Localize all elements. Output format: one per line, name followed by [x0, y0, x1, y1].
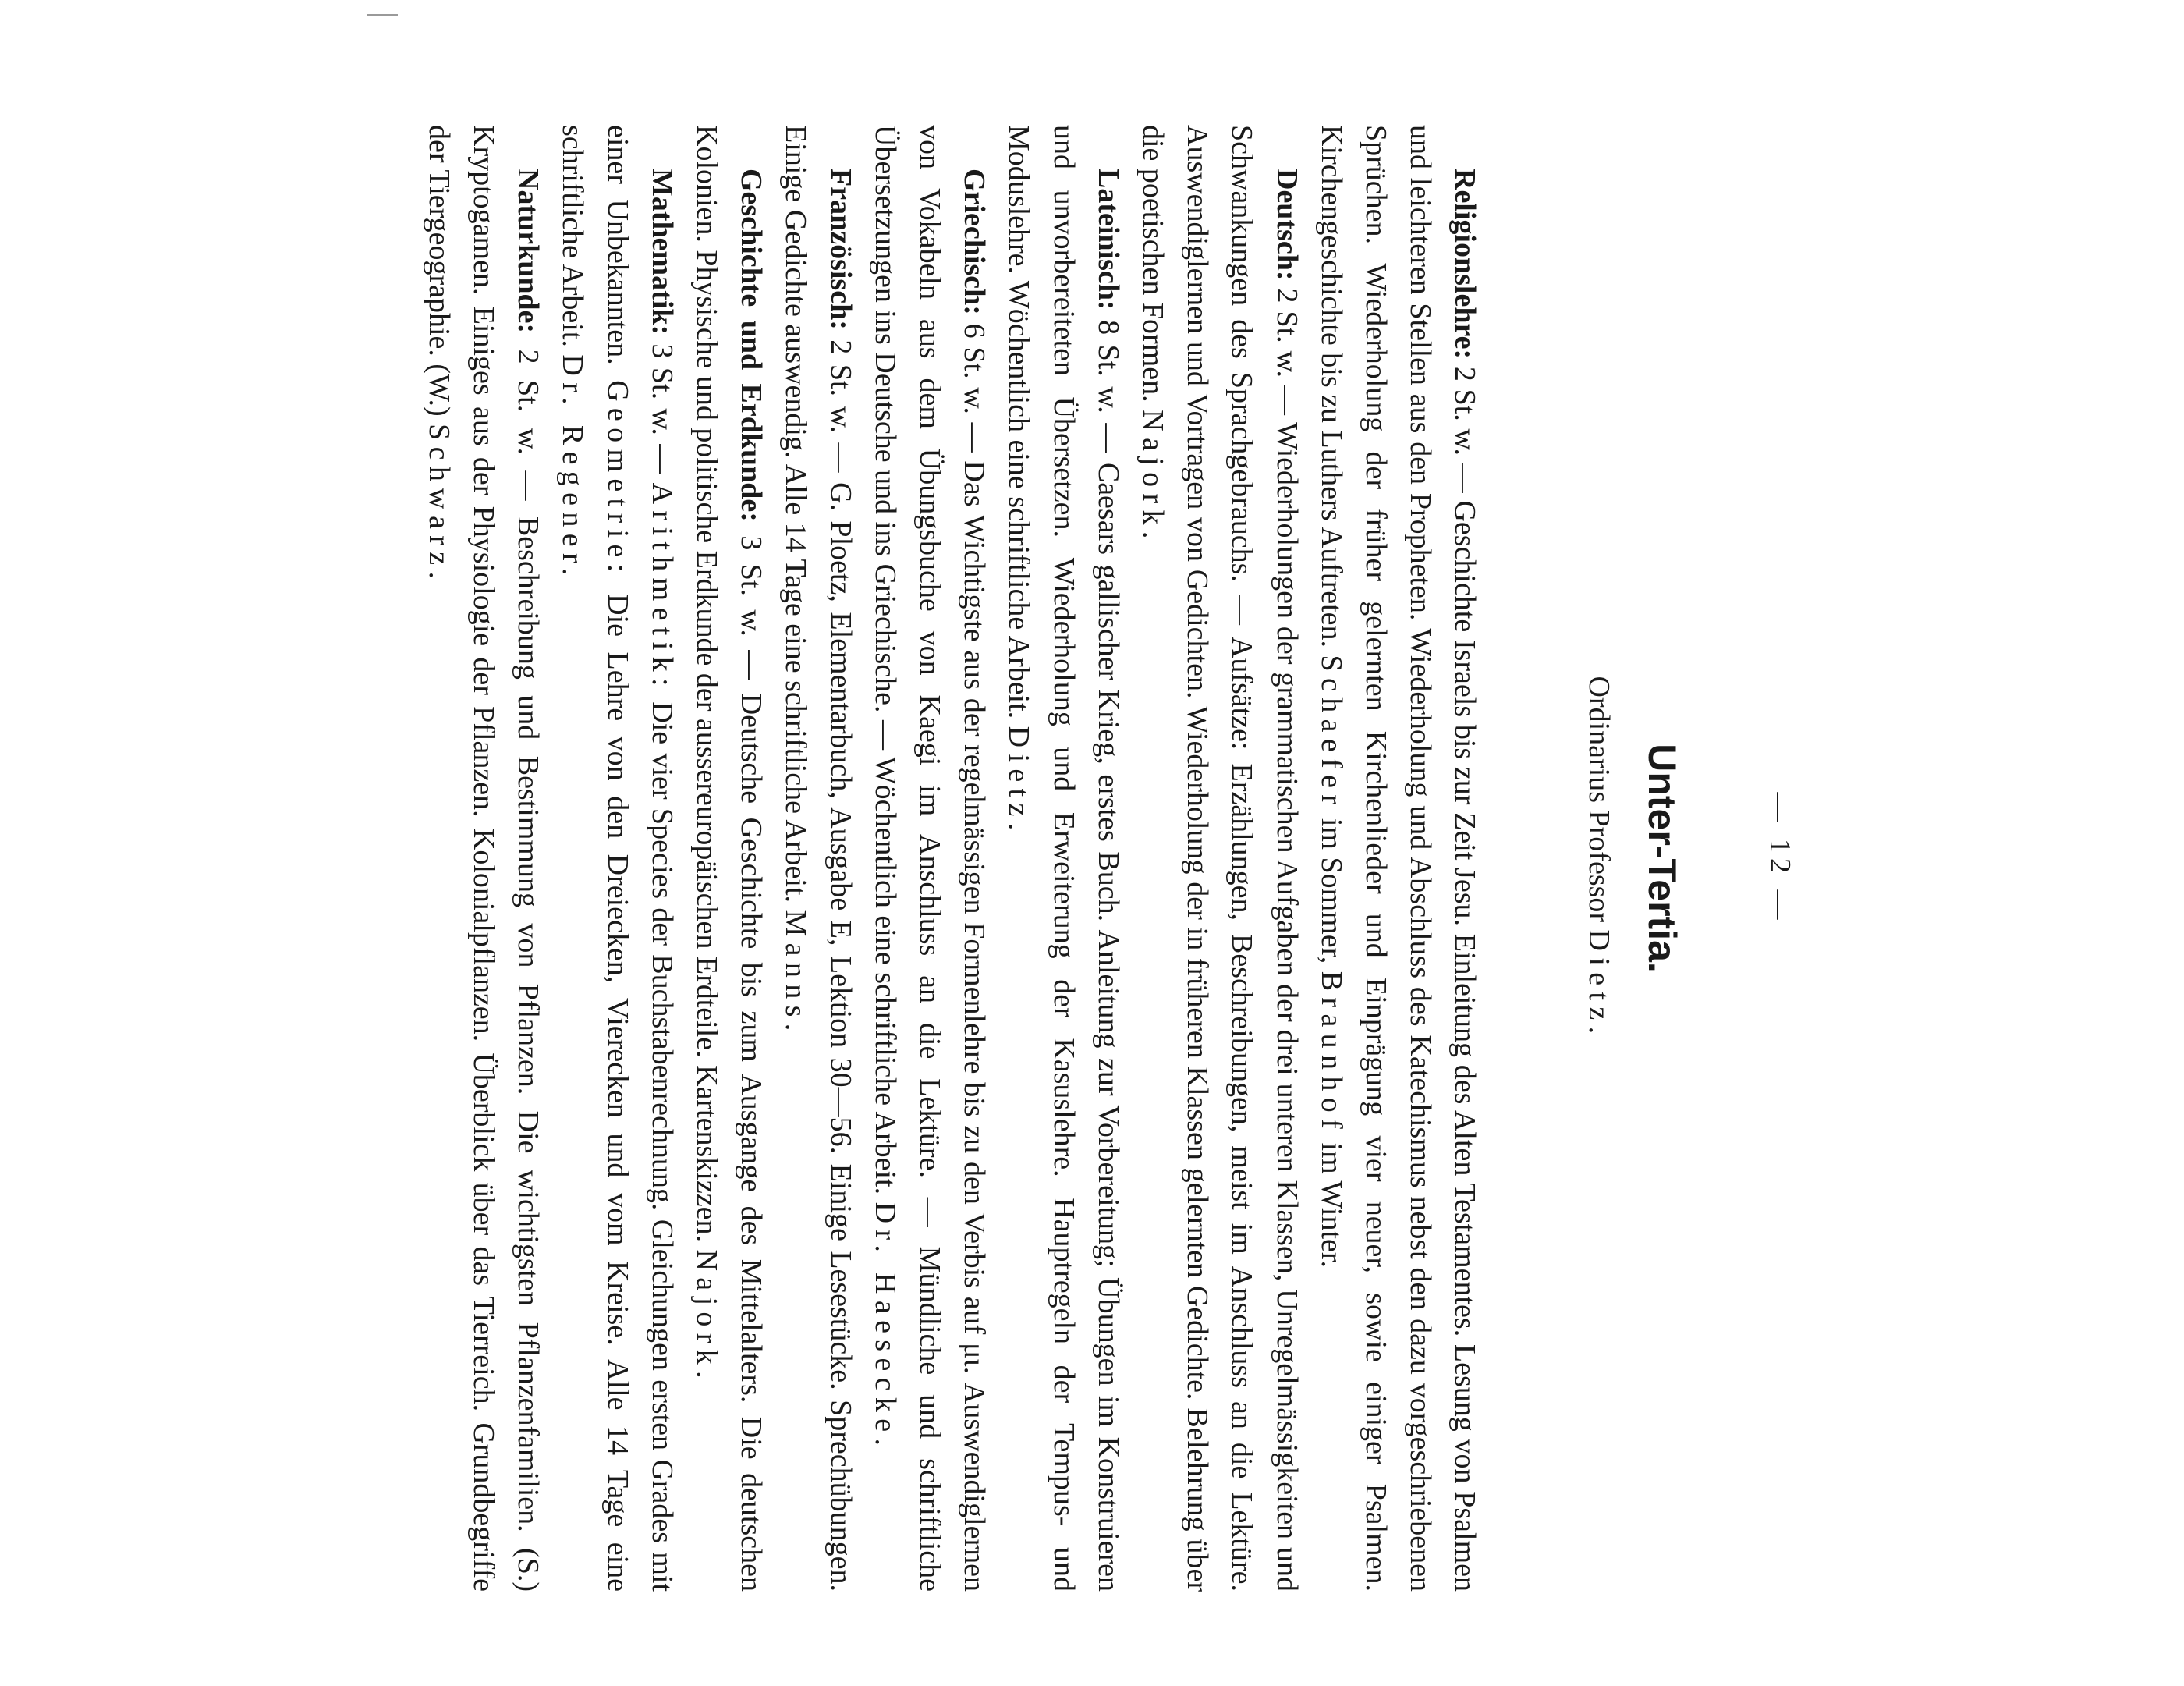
teacher-name: Schaefer [1314, 655, 1348, 811]
subject-text: Die vier Species der Buchstabenrechnung. Gleichungen ersten Grades mit einer Unbekannten. [601, 125, 679, 1592]
subject-name: Naturkunde: [512, 169, 545, 334]
page-number: — 12 — [1764, 792, 1796, 925]
subject-text: im Winter. [1314, 1142, 1348, 1268]
teacher-name: Schwarz. [422, 424, 456, 586]
teacher-name: Braunhof [1314, 971, 1348, 1136]
subject-religionslehre [1309, 125, 1487, 1592]
subject-text: 2 St. w. — Beschreibung und Bestimmung von Pflanzen. Die wichtigsten Pflanzenfamilien. (S.) Kryptogamen. Einiges aus der Physiologie der Pflanzen. Kolonialpflanzen. Überblick über das Tierreich. Grundbegriffe der Tiergeographie. (W.) [422, 125, 545, 1592]
subject-naturkunde [417, 125, 551, 1592]
rotated-document-page [156, 125, 1802, 1592]
subject-name: Deutsch: [1270, 169, 1303, 281]
subject-text: 2 St. w. — Geschichte Israels bis zur Zeit Jesu. Einleitung des Alten Testamentes. Lesung von Psalmen und leichteren Stellen aus den Propheten. Wiederholung und Abschluss des Katechismus nebst den dazu vorgeschriebenen Sprüchen. Wiederholung der früher gelernten Kirchenlieder und Einprägung vier neuer, sowie einiger Psalmen. Kirchengeschichte bis zu Luthers Auftreten. [1314, 125, 1482, 1592]
teacher-name: Dietz. [1002, 726, 1036, 837]
subject-name: Lateinisch: [1091, 169, 1125, 311]
subject-franzoesisch [773, 125, 862, 1592]
subject-deutsch [1130, 125, 1309, 1592]
subject-text: 8 St. w. — Caesars gallischer Krieg, erstes Buch. Anleitung zur Vorbereitung; Übungen im Konstruieren und unvorbereiteten Übersetzen. Wiederholung und Erweiterung der Kasuslehre. Hauptregeln der Tempus- und Moduslehre. Wöchentlich eine schriftliche Arbeit. [1002, 125, 1125, 1592]
subject-text: 6 St. w. — Das Wichtigste aus der regelmässigen Formenlehre bis zu den Verbis auf μι. Auswendiglernen von Vokabeln aus dem Übungsbuche von Kaegi im Anschluss an die Lektüre. — Mündliche und schriftliche Übersetzungen ins Deutsche und ins Griechische. — Wöchentlich eine schriftliche Arbeit. [868, 125, 991, 1592]
subject-text: 3 St. w. — [645, 343, 679, 474]
subject-text: Die Lehre von den Dreiecken, Vierecken und vom Kreise. Alle 14 Tage eine schriftliche Arbeit. [556, 125, 634, 1592]
teacher-name: Najork. [1136, 410, 1170, 545]
subject-name: Geschichte und Erdkunde: [735, 169, 768, 522]
subject-griechisch [863, 125, 997, 1592]
subject-text: im Sommer, [1314, 818, 1348, 964]
scan-stray-mark [367, 14, 398, 16]
subject-name: Mathematik: [645, 169, 679, 335]
teacher-name: Manns. [779, 910, 813, 1038]
subsection-label: Arithmetik: [645, 482, 679, 693]
subject-text: 3 St. w. — Deutsche Geschichte bis zum Ausgange des Mittelalters. Die deutschen Kolonien. Physische und politische Erdkunde der aussereuropäischen Erdteile. Kartenskizzen. [690, 125, 768, 1592]
subject-mathematik [550, 125, 684, 1592]
subject-name: Griechisch: [958, 169, 991, 315]
subject-name: Französisch: [824, 169, 857, 330]
ordinarius-label: Ordinarius Professor [1582, 676, 1615, 923]
teacher-name: Dr. Regener. [556, 354, 590, 582]
ordinarius-line [1576, 125, 1620, 1592]
teacher-name: Najork. [690, 1249, 723, 1386]
ordinarius-name: Dietz. [1582, 929, 1615, 1041]
subject-lateinisch [996, 125, 1130, 1592]
subsection-label: Geometrie: [601, 380, 634, 579]
subject-text: 2 St. w. — G. Ploetz, Elementarbuch, Ausgabe E, Lektion 30—56. Einige Lesestücke. Sprechübungen. Einige Gedichte auswendig. Alle 14 Tage eine schriftliche Arbeit. [779, 125, 857, 1592]
subject-name: Religionslehre: [1448, 169, 1482, 360]
subject-text: 2 St. w. — Wiederholungen der grammatischen Aufgaben der drei unteren Klassen, Unregelmässigkeiten und Schwankungen des Sprachgebrauchs. — Aufsätze: Erzählungen, Beschreibungen, meist im Anschluss an die Lektüre. Auswendiglernen und Vortragen von Gedichten. Wiederholung der in früheren Klassen gelernten Gedichte. Belehrung über die poetischen Formen. [1136, 125, 1303, 1592]
class-title: Unter-Tertia. [1640, 744, 1684, 973]
teacher-name: Dr. Haesecke. [868, 1201, 902, 1453]
subject-geschichte-erdkunde [684, 125, 773, 1592]
